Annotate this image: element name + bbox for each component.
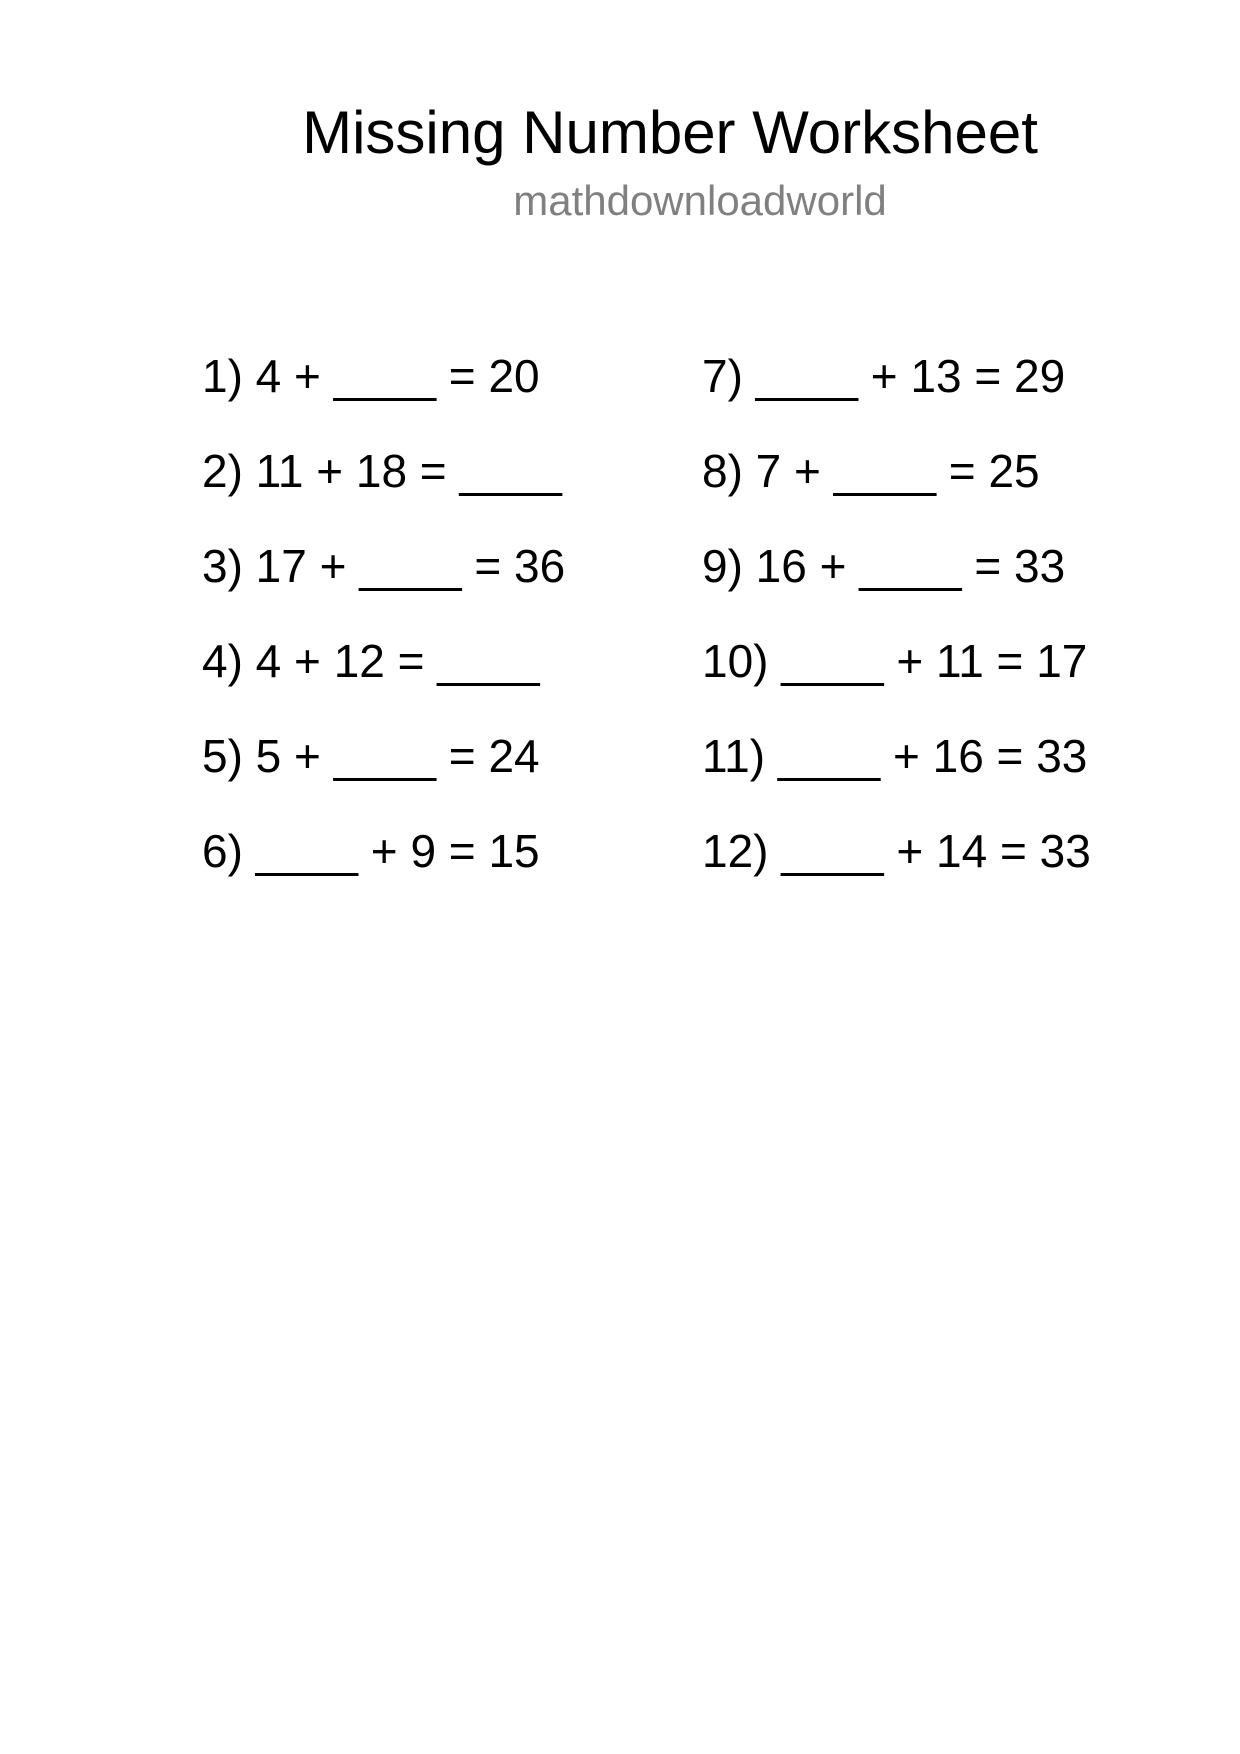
problem-3: 3) 17 + ____ = 36: [202, 540, 566, 592]
problem-column-right: [702, 346, 1091, 916]
problem-10: 10) ____ + 11 = 17: [702, 635, 1088, 687]
problem-column-left: [202, 346, 565, 916]
worksheet-title: Missing Number Worksheet: [302, 99, 1038, 166]
problem-9: 9) 16 + ____ = 33: [702, 540, 1066, 592]
problem-11: 11) ____ + 16 = 33: [702, 730, 1088, 782]
problem-1: 1) 4 + ____ = 20: [202, 350, 540, 402]
problem-7: 7) ____ + 13 = 29: [702, 350, 1066, 402]
problem-2: 2) 11 + 18 = ____: [202, 445, 562, 497]
problem-4: 4) 4 + 12 = ____: [202, 635, 540, 687]
worksheet-subtitle: mathdownloadworld: [513, 177, 887, 224]
problem-5: 5) 5 + ____ = 24: [202, 730, 540, 782]
problem-6: 6) ____ + 9 = 15: [202, 825, 540, 877]
problem-8: 8) 7 + ____ = 25: [702, 445, 1040, 497]
problem-12: 12) ____ + 14 = 33: [702, 825, 1091, 877]
